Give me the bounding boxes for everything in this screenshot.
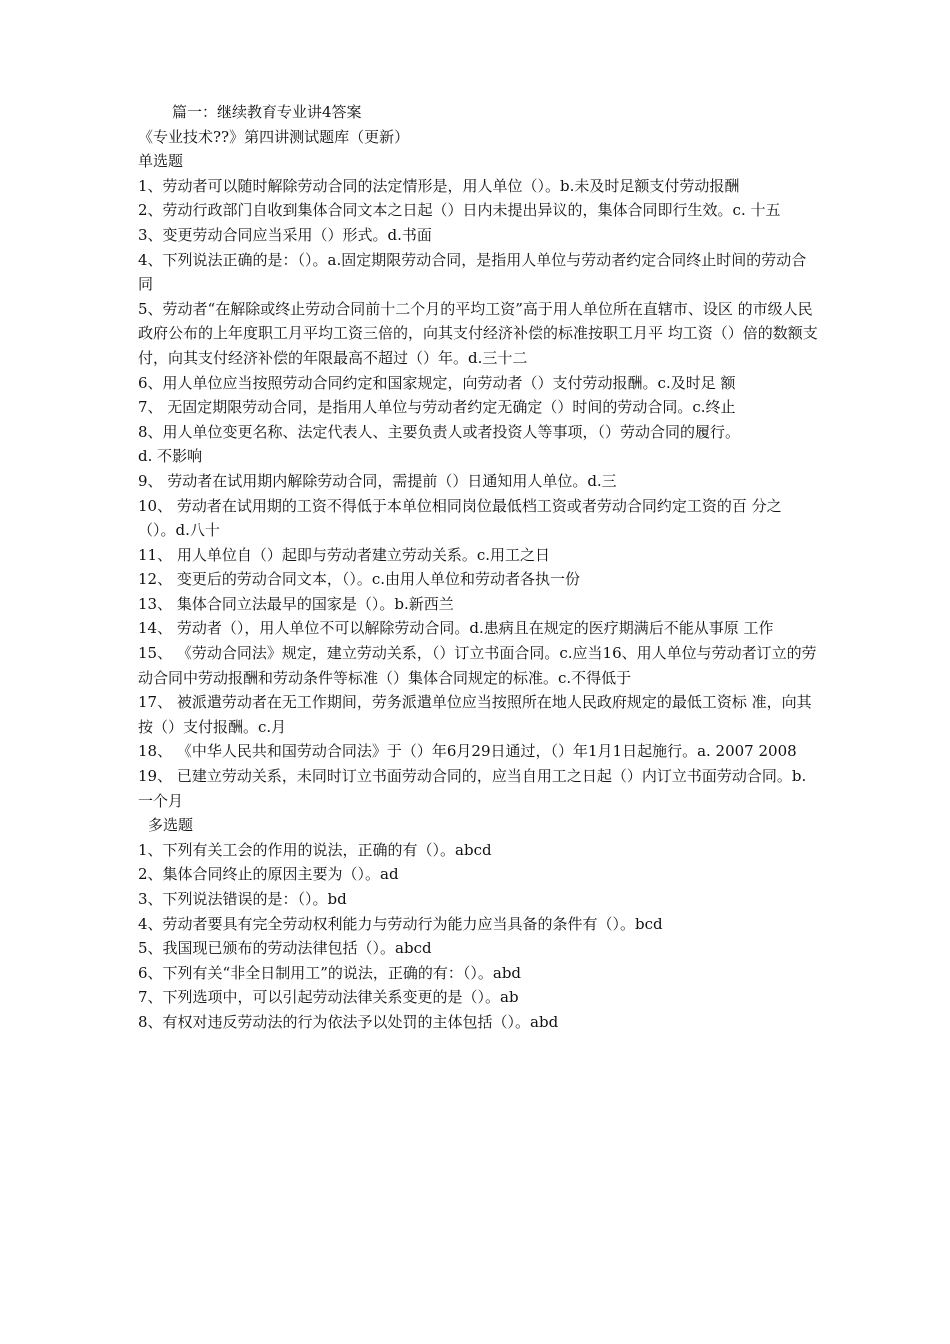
question-item: 7、下列选项中，可以引起劳动法律关系变更的是（）。ab <box>138 988 519 1007</box>
question-item: 2、劳动行政部门自收到集体合同文本之日起（）日内未提出异议的，集体合同即行生效。c. 十五 <box>138 201 781 220</box>
question-item: 13、 集体合同立法最早的国家是（）。b.新西兰 <box>138 594 454 613</box>
question-item: 1、劳动者可以随时解除劳动合同的法定情形是，用人单位（）。b.未及时足额支付劳动报酬 <box>138 176 740 195</box>
question-item: 3、下列说法错误的是：（）。bd <box>138 890 347 908</box>
question-item: 12、 变更后的劳动合同文本，（）。c.由用人单位和劳动者各执一份 <box>138 570 581 589</box>
section-heading-multi-choice: 多选题 <box>148 816 194 835</box>
document-body <box>138 100 818 1035</box>
question-item: 5、我国现已颁布的劳动法律包括（）。abcd <box>138 939 432 958</box>
question-item: 6、下列有关“非全日制用工”的说法，正确的有：（）。abd <box>138 963 522 982</box>
question-item: 18、 《中华人民共和国劳动合同法》于（）年6月29日通过，（）年1月1日起施行。a. 2007 2008 <box>138 742 797 761</box>
document-title: 篇一：继续教育专业讲4答案 <box>172 103 362 121</box>
question-item: 5、劳动者“在解除或终止劳动合同前十二个月的平均工资”高于用人单位所在直辖市、设区 的市级人民政府公布的上年度职工月平均工资三倍的，向其支付经济补偿的标准按职工月平 均工资（）倍的数额支付，向其支付经济补偿的年限最高不超过（）年。d.三十二 <box>138 299 818 367</box>
question-item: 3、变更劳动合同应当采用（）形式。d.书面 <box>138 225 432 244</box>
question-item: 8、用人单位变更名称、法定代表人、主要负责人或者投资人等事项，（）劳动合同的履行。 <box>138 422 741 441</box>
question-item: 6、用人单位应当按照劳动合同约定和国家规定，向劳动者（）支付劳动报酬。c.及时足 额 <box>138 373 736 392</box>
question-item: 14、 劳动者（），用人单位不可以解除劳动合同。d.患病且在规定的医疗期满后不能从事原 工作 <box>138 619 774 638</box>
question-item: 17、 被派遣劳动者在无工作期间，劳务派遣单位应当按照所在地人民政府规定的最低工资标 准，向其按（）支付报酬。c.月 <box>138 693 812 736</box>
question-item: 4、劳动者要具有完全劳动权利能力与劳动行为能力应当具备的条件有（）。bcd <box>138 914 663 933</box>
question-item: 7、 无固定期限劳动合同，是指用人单位与劳动者约定无确定（）时间的劳动合同。c.终止 <box>138 398 736 417</box>
question-item: 11、 用人单位自（）起即与劳动者建立劳动关系。c.用工之日 <box>138 545 551 564</box>
section-heading-single-choice: 单选题 <box>138 152 184 171</box>
question-item: 19、 已建立劳动关系，未同时订立书面劳动合同的，应当自用工之日起（）内订立书面劳动合同。b. 一个月 <box>138 767 812 810</box>
question-answer-line: d. 不影响 <box>138 447 203 466</box>
question-item: 9、 劳动者在试用期内解除劳动合同，需提前（）日通知用人单位。d.三 <box>138 471 617 490</box>
question-item: 2、集体合同终止的原因主要为（）。ad <box>138 865 399 884</box>
question-item: 1、下列有关工会的作用的说法，正确的有（）。abcd <box>138 840 492 859</box>
question-item: 10、 劳动者在试用期的工资不得低于本单位相同岗位最低档工资或者劳动合同约定工资的百 分之（）。d.八十 <box>138 496 782 540</box>
question-item: 8、有权对违反劳动法的行为依法予以处罚的主体包括（）。abd <box>138 1012 559 1031</box>
question-item: 15、 《劳动合同法》规定，建立劳动关系，（）订立书面合同。c.应当16、用人单位与劳动者订立的劳动合同中劳动报酬和劳动条件等标准（）集体合同规定的标准。c.不得低于 <box>138 644 817 687</box>
question-item: 4、下列说法正确的是：（）。a.固定期限劳动合同，是指用人单位与劳动者约定合同终止时间的劳动合同 <box>138 250 807 294</box>
document-subtitle: 《专业技术??》第四讲测试题库（更新） <box>138 127 410 146</box>
